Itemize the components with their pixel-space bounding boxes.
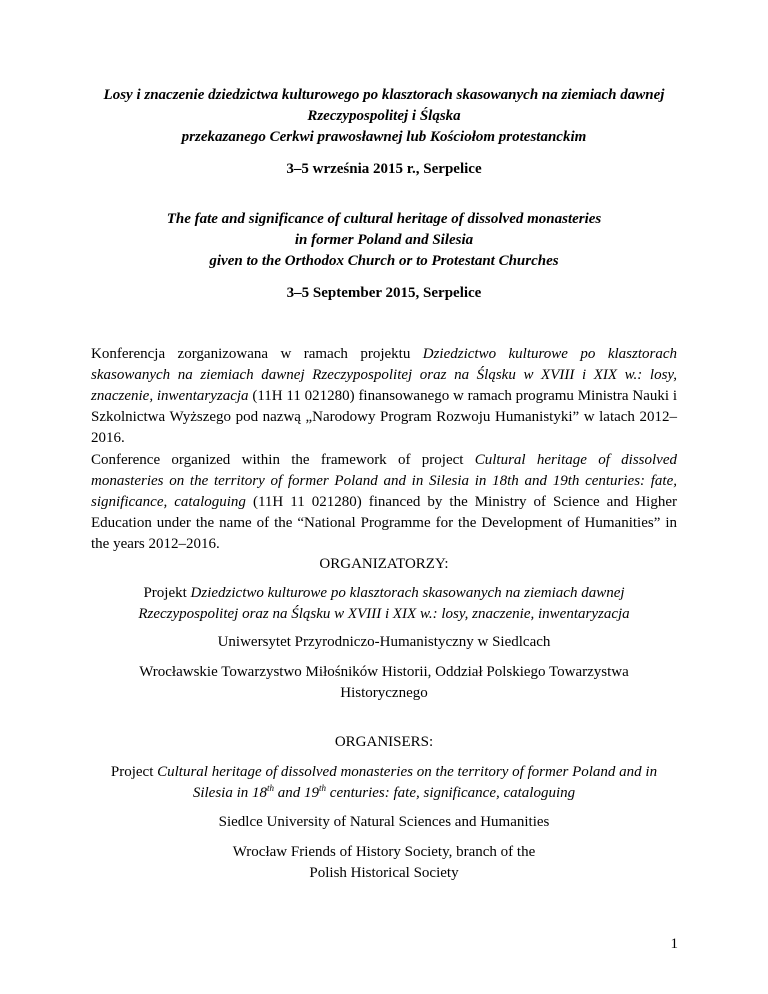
polish-title: [60, 85, 708, 148]
english-title-line-3: given to the Orthodox Church or to Protestant Churches: [209, 253, 559, 269]
english-organizer-project-line-2: Silesia in 18th and 19th centuries: fate, significance, cataloguing: [192, 783, 576, 801]
polish-title-line-2: Rzeczypospolitej i Śląska: [307, 108, 461, 124]
english-organizer-society: [70, 842, 698, 884]
page-number: 1: [670, 936, 678, 952]
polish-organizer-society-line-2: Historycznego: [340, 685, 428, 701]
organizatorzy-heading: ORGANIZATORZY:: [319, 556, 449, 572]
english-title: [60, 209, 708, 272]
english-project-prefix: Project: [110, 764, 158, 780]
polish-organizer-society: [70, 662, 698, 704]
english-title-line-2: in former Poland and Silesia: [294, 232, 474, 248]
polish-organizer-project-line-2: Rzeczypospolitej oraz na Śląsku w XVIII i XIX w.: losy, znaczenie, inwentaryzacja: [138, 606, 630, 622]
english-organizer-university: Siedlce University of Natural Sciences and Humanities: [218, 814, 550, 830]
english-paragraph-intro: Conference organized within the framework of project: [91, 452, 475, 468]
english-organizer-project-line-1: Cultural heritage of dissolved monasteries on the territory of former Poland and in: [157, 764, 658, 780]
polish-date: 3–5 września 2015 r., Serpelice: [286, 161, 482, 177]
english-date: 3–5 September 2015, Serpelice: [286, 285, 482, 301]
polish-paragraph-rest: (11H 11 021280) finansowanego w ramach programu Ministra Nauki i Szkolnictwa Wyższego pod nazwą „Narodowy Program Rozwoju Humanistyki” w latach 2012–2016.: [91, 388, 677, 446]
english-organizer-society-line-1: Wrocław Friends of History Society, branch of the: [232, 844, 536, 860]
polish-organizer-university: Uniwersytet Przyrodniczo-Humanistyczny w Siedlcach: [217, 634, 551, 650]
english-title-line-1: The fate and significance of cultural heritage of dissolved monasteries: [166, 211, 602, 227]
polish-organizer-project-line-1: Dziedzictwo kulturowe po klasztorach skasowanych na ziemiach dawnej: [190, 585, 625, 601]
polish-title-line-1: Losy i znaczenie dziedzictwa kulturowego po klasztorach skasowanych na ziemiach dawnej: [103, 87, 665, 103]
english-paragraph-rest: (11H 11 021280) financed by the Ministry of Science and Higher Education under the name of the “National Programme for the Development of Humanities” in the years 2012–2016.: [91, 494, 677, 552]
polish-project-title: Dziedzictwo kulturowe po klasztorach skasowanych na ziemiach dawnej Rzeczypospolitej oraz na Śląsku w XVIII i XIX w.: losy, znaczenie, inwentaryzacja: [91, 346, 677, 404]
polish-project-prefix: Projekt: [143, 585, 191, 601]
polish-organizer-society-line-1: Wrocławskie Towarzystwo Miłośników Historii, Oddział Polskiego Towarzystwa: [139, 664, 629, 680]
polish-title-line-3: przekazanego Cerkwi prawosławnej lub Kościołom protestanckim: [181, 129, 587, 145]
polish-paragraph-intro: Konferencja zorganizowana w ramach projektu: [91, 346, 423, 362]
organisers-heading: ORGANISERS:: [334, 734, 434, 750]
english-project-title: Cultural heritage of dissolved monasteries on the territory of former Poland and in Silesia in 18th and 19th centuries: fate, significance, cataloguing: [91, 452, 677, 510]
polish-paragraph: [91, 344, 677, 449]
english-paragraph: [91, 450, 677, 555]
english-organizer-project: [70, 762, 698, 804]
english-organizer-society-line-2: Polish Historical Society: [309, 865, 459, 881]
polish-organizer-project: [70, 583, 698, 625]
